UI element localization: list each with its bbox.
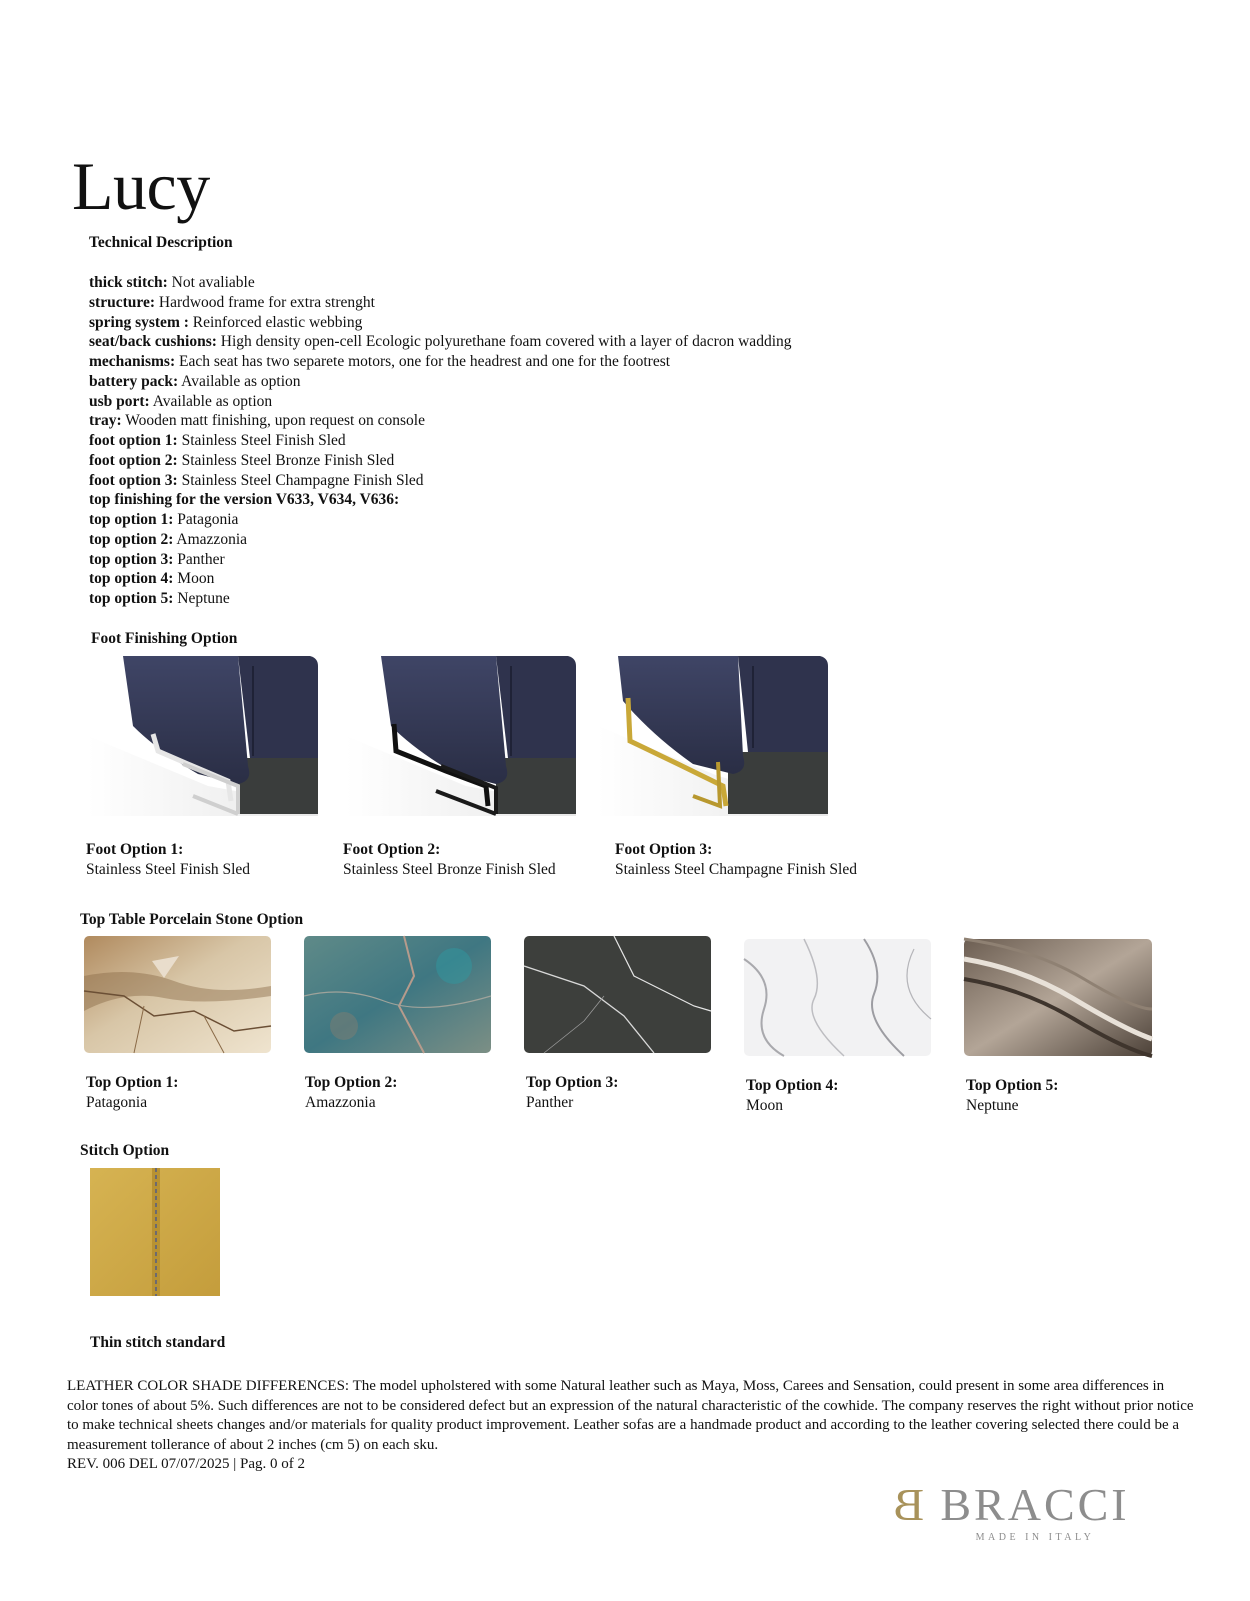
spec-label: foot option 3:: [89, 471, 178, 489]
spec-value: Not avaliable: [167, 274, 255, 291]
spec-row: [89, 372, 989, 392]
top-option-label: Top Option 1:: [86, 1074, 179, 1091]
spec-value: Available as option: [178, 372, 301, 390]
spec-row: [89, 352, 989, 372]
top-option-value: Neptune: [966, 1096, 1019, 1114]
foot-option-1-caption: [86, 840, 250, 879]
spec-row: [89, 490, 989, 510]
spec-label: tray:: [89, 412, 122, 430]
spec-label: usb port:: [89, 392, 150, 410]
foot-option-3-caption: [615, 840, 857, 879]
logo-wordmark: BRACCI: [940, 1479, 1130, 1530]
stitch-caption: Thin stitch standard: [90, 1334, 226, 1351]
spec-label: foot option 2:: [89, 451, 178, 469]
top-option-value: Patagonia: [86, 1093, 148, 1111]
spec-value: Patagonia: [173, 511, 239, 528]
top-option-3-caption: [526, 1073, 618, 1112]
top-option-label: Top Option 2:: [305, 1074, 398, 1091]
top-option-4-caption: [746, 1076, 838, 1115]
top-option-1-caption: [86, 1073, 178, 1112]
spec-label: top finishing for the version V633, V634, V636:: [89, 491, 400, 509]
top-option-2-swatch: [304, 936, 491, 1053]
spec-row: [89, 392, 989, 412]
revision-info: REV. 006 DEL 07/07/2025 | Pag. 0 of 2: [67, 1456, 306, 1473]
spec-value: Moon: [173, 570, 215, 588]
top-option-label: Top Option 3:: [526, 1074, 619, 1091]
spec-label: seat/back cushions:: [89, 333, 217, 351]
foot-heading: Foot Finishing Option: [91, 630, 238, 647]
top-option-label: Top Option 4:: [746, 1077, 839, 1094]
top-option-value: Moon: [746, 1096, 784, 1114]
spec-row: [89, 550, 989, 570]
svg-text:B: B: [893, 1479, 924, 1530]
spec-row: [89, 569, 989, 589]
foot-option-label: Foot Option 3:: [615, 841, 713, 858]
foot-option-value: Stainless Steel Finish Sled: [86, 860, 251, 878]
spec-value: Each seat has two separete motors, one for the headrest and one for the footrest: [175, 353, 671, 370]
top-option-5-caption: [966, 1076, 1058, 1115]
foot-option-label: Foot Option 1:: [86, 841, 184, 858]
spec-value: Available as option: [149, 392, 273, 410]
spec-label: top option 3:: [89, 550, 174, 568]
top-option-1-swatch: [84, 936, 271, 1053]
foot-option-3-image: [598, 656, 828, 816]
stitch-swatch: [90, 1168, 220, 1296]
spec-row: [89, 471, 989, 491]
spec-label: thick stitch:: [89, 274, 168, 291]
spec-row: [89, 530, 989, 550]
foot-option-2-image: [346, 656, 576, 816]
spec-label: mechanisms:: [89, 353, 176, 370]
top-heading: Top Table Porcelain Stone Option: [80, 911, 304, 928]
logo-mark: [893, 1478, 1170, 1548]
foot-option-label: Foot Option 2:: [343, 841, 441, 858]
foot-option-value: Stainless Steel Bronze Finish Sled: [343, 860, 556, 878]
technical-heading: Technical Description: [89, 234, 233, 251]
top-option-4-swatch: [744, 939, 931, 1056]
spec-label: top option 1:: [89, 511, 174, 528]
spec-row: [89, 293, 989, 313]
top-option-3-swatch: [524, 936, 711, 1053]
top-option-5-swatch: [964, 939, 1152, 1056]
spec-label: battery pack:: [89, 372, 179, 390]
bracci-logo: [893, 1478, 1170, 1548]
spec-value: Stainless Steel Finish Sled: [177, 432, 346, 449]
spec-value: Stainless Steel Bronze Finish Sled: [177, 451, 395, 469]
spec-value: High density open-cell Ecologic polyurethane foam covered with a layer of dacron wadding: [216, 333, 792, 351]
spec-value: Wooden matt finishing, upon request on console: [121, 412, 425, 430]
spec-row: [89, 589, 989, 609]
disclaimer: [67, 1377, 1197, 1475]
spec-row: [89, 451, 989, 471]
logo-tagline: MADE IN ITALY: [975, 1532, 1095, 1543]
spec-row: [89, 313, 989, 333]
spec-value: Panther: [173, 550, 225, 568]
foot-option-value: Stainless Steel Champagne Finish Sled: [615, 860, 857, 878]
disclaimer-text: LEATHER COLOR SHADE DIFFERENCES: The model upholstered with some Natural leather such as Maya, Moss, Carees and Sensation, could present in some area differences in color tones of about 5%. Such differences are not to be considered defect but an expression of the natural characteristic of the cowhide. The company reserves the right without prior notice to make technical sheets changes and/or materials for quality product improvement. Leather sofas are a handmade product and according to the leather covering selected there could be a measurement tollerance of about 2 inches (cm 5) on each sku.: [67, 1378, 1194, 1453]
top-option-value: Amazzonia: [305, 1093, 376, 1111]
stitch-heading: Stitch Option: [80, 1142, 170, 1159]
top-option-2-caption: [305, 1073, 397, 1112]
spec-value: Hardwood frame for extra strenght: [155, 293, 375, 311]
top-option-value: Panther: [526, 1093, 574, 1111]
spec-row: [89, 431, 989, 451]
foot-option-2-caption: [343, 840, 556, 879]
spec-label: foot option 1:: [89, 432, 178, 449]
spec-label: top option 2:: [89, 530, 174, 548]
spec-value: Neptune: [173, 590, 230, 607]
spec-value: Stainless Steel Champagne Finish Sled: [177, 471, 424, 489]
spec-row: [89, 273, 989, 293]
spec-value: Amazzonia: [173, 530, 248, 548]
spec-label: structure:: [89, 293, 155, 311]
spec-label: top option 5:: [89, 590, 174, 607]
page-title: Lucy: [72, 148, 210, 224]
spec-label: top option 4:: [89, 570, 174, 588]
foot-option-1-image: [88, 656, 318, 816]
spec-label: spring system :: [89, 313, 189, 331]
spec-row: [89, 411, 989, 431]
spec-value: Reinforced elastic webbing: [188, 313, 363, 331]
spec-row: [89, 332, 989, 352]
spec-list: [89, 273, 989, 609]
top-option-label: Top Option 5:: [966, 1077, 1059, 1094]
spec-row: [89, 510, 989, 530]
